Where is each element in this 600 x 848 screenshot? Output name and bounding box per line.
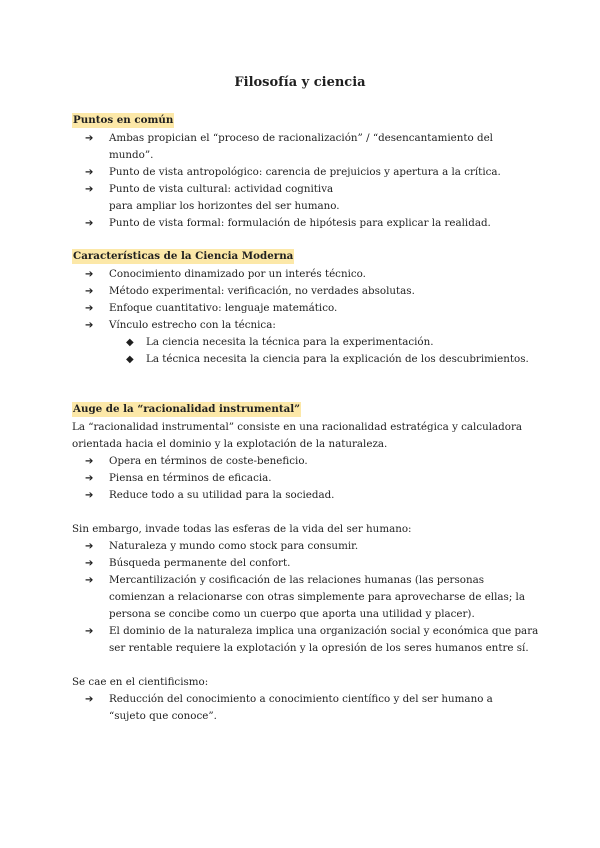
page-title: Filosofía y ciencia [234, 75, 366, 90]
diamond-bullet-icon: ◆ [126, 354, 134, 365]
list-item: ➔ Reducción del conocimiento a conocimiento científico y del ser humano a “sujeto que conoce”. [85, 693, 493, 722]
list-item: ➔ El dominio de la naturaleza implica una organización social y económica que para ser rentable requiere la explotación y la opresión de los seres humanos entre sí. [85, 625, 539, 654]
list-item: ➔ Punto de vista antropológico: carencia de prejuicios y apertura a la crítica. [72, 164, 540, 181]
arrow-bullet-icon: ➔ [85, 167, 94, 178]
arrow-bullet-icon: ➔ [85, 626, 94, 637]
list-item: ➔ Método experimental: verificación, no verdades absolutas. [72, 283, 540, 300]
list-item: ➔ Punto de vista formal: formulación de hipótesis para explicar la realidad. [72, 215, 540, 232]
list-item: ➔ Opera en términos de coste-beneficio. [72, 453, 540, 470]
section-heading: Características de la Ciencia Moderna [73, 250, 294, 262]
arrow-bullet-icon: ➔ [85, 473, 94, 484]
sub-list-item: ◆ La ciencia necesita la técnica para la experimentación. [72, 334, 540, 351]
section-heading: Puntos en común [73, 114, 174, 126]
arrow-bullet-icon: ➔ [85, 184, 94, 195]
intro-paragraph: La “racionalidad instrumental” consiste en una racionalidad estratégica y calculadora orientada hacia el dominio y la explotación de la naturaleza. [72, 421, 523, 450]
list-item: ➔ Ambas propician el “proceso de racionalización” / “desencantamiento del mundo”. [85, 132, 493, 161]
arrow-bullet-icon: ➔ [85, 558, 94, 569]
arrow-bullet-icon: ➔ [85, 575, 94, 586]
arrow-bullet-icon: ➔ [85, 320, 94, 331]
arrow-bullet-icon: ➔ [85, 286, 94, 297]
arrow-bullet-icon: ➔ [85, 133, 94, 144]
list-item: ➔ Búsqueda permanente del confort. [72, 555, 540, 572]
list-item: ➔ Enfoque cuantitativo: lenguaje matemático. [72, 300, 540, 317]
list-item: ➔ Reduce todo a su utilidad para la sociedad. [72, 487, 540, 504]
arrow-bullet-icon: ➔ [85, 218, 94, 229]
section-heading: Auge de la “racionalidad instrumental” [73, 403, 301, 415]
list-item: ➔ Vínculo estrecho con la técnica: [72, 317, 540, 334]
arrow-bullet-icon: ➔ [85, 303, 94, 314]
list-item: ➔ Punto de vista cultural: actividad cognitiva para ampliar los horizontes del ser humano. [85, 183, 340, 212]
paragraph: Se cae en el cientificismo: [72, 676, 209, 688]
bullet-list [72, 453, 540, 504]
section-puntos-en-comun [72, 112, 540, 232]
arrow-bullet-icon: ➔ [85, 541, 94, 552]
bullet-list [72, 266, 540, 368]
sub-list-item: ◆ La técnica necesita la ciencia para la explicación de los descubrimientos. [72, 351, 540, 368]
arrow-bullet-icon: ➔ [85, 269, 94, 280]
arrow-bullet-icon: ➔ [85, 490, 94, 501]
arrow-bullet-icon: ➔ [85, 456, 94, 467]
list-item: ➔ Conocimiento dinamizado por un interés técnico. [72, 266, 540, 283]
bullet-list [72, 538, 540, 657]
bullet-list [72, 691, 540, 725]
list-item: ➔ Naturaleza y mundo como stock para consumir. [72, 538, 540, 555]
section-racionalidad-instrumental [72, 401, 540, 725]
bullet-list [72, 130, 540, 232]
section-caracteristicas [72, 248, 540, 368]
arrow-bullet-icon: ➔ [85, 694, 94, 705]
list-item: ➔ Piensa en términos de eficacia. [72, 470, 540, 487]
list-item: ➔ Mercantilización y cosificación de las relaciones humanas (las personas comienzan a relacionarse con otras simplemente para aprovecharse de ellas; la persona se concibe como un cuerpo que aporta una utilidad y placer). [85, 574, 525, 620]
paragraph: Sin embargo, invade todas las esferas de la vida del ser humano: [72, 523, 412, 535]
diamond-bullet-icon: ◆ [126, 337, 134, 348]
